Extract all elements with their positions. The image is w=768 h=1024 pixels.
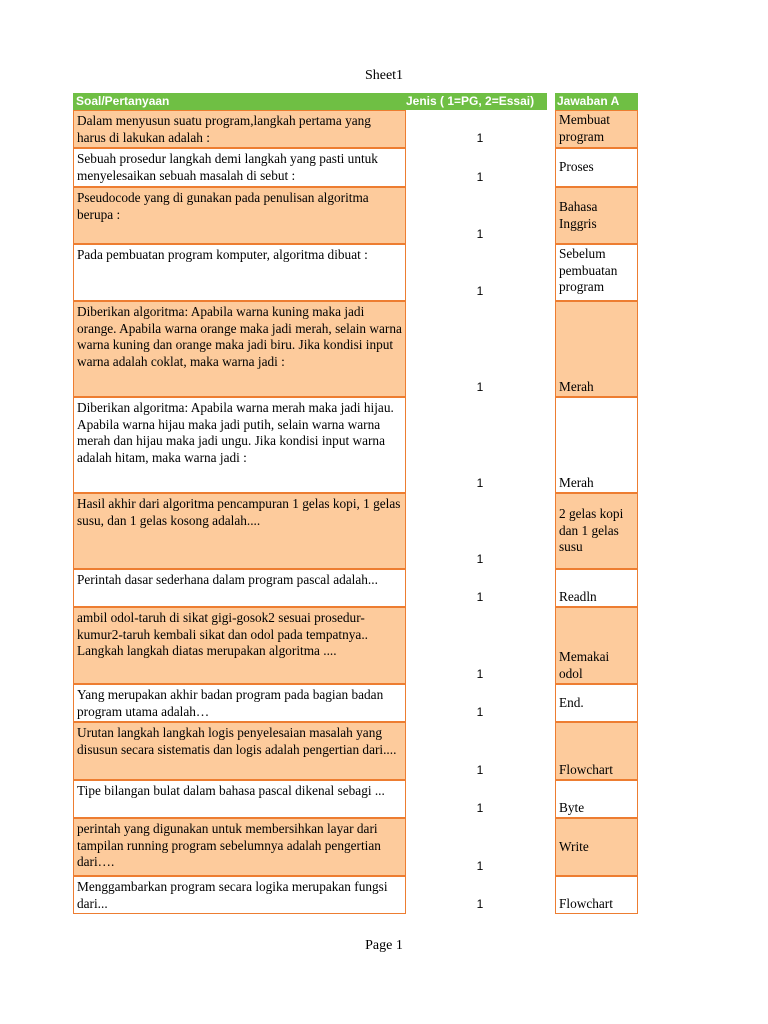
jenis-cell: 1 xyxy=(476,170,484,184)
table-row xyxy=(0,187,768,244)
table-row xyxy=(0,780,768,818)
question-cell: Hasil akhir dari algoritma pencampuran 1 gelas kopi, 1 gelas susu, dan 1 gelas kosong adalah.... xyxy=(73,493,406,569)
table-row xyxy=(0,301,768,397)
table-row xyxy=(0,397,768,493)
table-row xyxy=(0,110,768,148)
question-cell: Tipe bilangan bulat dalam bahasa pascal dikenal sebagi ... xyxy=(73,780,406,818)
header-soal: Soal/Pertanyaan xyxy=(76,94,170,108)
jenis-cell: 1 xyxy=(476,552,484,566)
table-row xyxy=(0,607,768,684)
header-jenis: Jenis ( 1=PG, 2=Essai) xyxy=(406,94,535,108)
answer-cell: Proses xyxy=(555,148,638,187)
table-row xyxy=(0,569,768,607)
table-row xyxy=(0,722,768,780)
header-jawaban: Jawaban A xyxy=(557,94,620,108)
answer-cell: Flowchart xyxy=(555,722,638,780)
question-cell: Pseudocode yang di gunakan pada penulisan algoritma berupa : xyxy=(73,187,406,244)
answer-cell: 2 gelas kopi dan 1 gelas susu xyxy=(555,493,638,569)
question-cell: Menggambarkan program secara logika merupakan fungsi dari... xyxy=(73,876,406,914)
jenis-cell: 1 xyxy=(476,476,484,490)
jenis-cell: 1 xyxy=(476,801,484,815)
table-row xyxy=(0,493,768,569)
jenis-cell: 1 xyxy=(476,590,484,604)
answer-cell: Flowchart xyxy=(555,876,638,914)
answer-cell: Readln xyxy=(555,569,638,607)
jenis-cell: 1 xyxy=(476,763,484,777)
jenis-cell: 1 xyxy=(476,227,484,241)
answer-cell: Merah xyxy=(555,397,638,493)
table-row xyxy=(0,818,768,876)
question-cell: Yang merupakan akhir badan program pada bagian badan program utama adalah… xyxy=(73,684,406,722)
answer-cell: Byte xyxy=(555,780,638,818)
answer-cell: Memakai odol xyxy=(555,607,638,684)
table-row xyxy=(0,148,768,187)
table-row xyxy=(0,684,768,722)
jenis-cell: 1 xyxy=(476,705,484,719)
page-number: Page 1 xyxy=(365,938,403,953)
header-gap xyxy=(547,93,555,110)
answer-cell: Membuat program xyxy=(555,110,638,148)
jenis-cell: 1 xyxy=(476,667,484,681)
question-cell: Dalam menyusun suatu program,langkah pertama yang harus di lakukan adalah : xyxy=(73,110,406,148)
question-cell: Urutan langkah langkah logis penyelesaian masalah yang disusun secara sistematis dan logis adalah pengertian dari.... xyxy=(73,722,406,780)
answer-cell: Bahasa Inggris xyxy=(555,187,638,244)
table-row xyxy=(0,244,768,301)
question-cell: Sebuah prosedur langkah demi langkah yang pasti untuk menyelesaikan sebuah masalah di sebut : xyxy=(73,148,406,187)
question-cell: ambil odol-taruh di sikat gigi-gosok2 sesuai prosedur-kumur2-taruh kembali sikat dan odol pada tempatnya.. Langkah langkah diatas merupakan algoritma .... xyxy=(73,607,406,684)
table-header xyxy=(73,93,638,110)
answer-cell: Write xyxy=(555,818,638,876)
jenis-cell: 1 xyxy=(476,284,484,298)
answer-cell: Sebelum pembuatan program xyxy=(555,244,638,301)
jenis-cell: 1 xyxy=(476,859,484,873)
answer-cell: End. xyxy=(555,684,638,722)
answer-cell: Merah xyxy=(555,301,638,397)
table-row xyxy=(0,876,768,914)
jenis-cell: 1 xyxy=(476,380,484,394)
sheet-title: Sheet1 xyxy=(364,68,404,83)
jenis-cell: 1 xyxy=(476,897,484,911)
jenis-cell: 1 xyxy=(476,131,484,145)
question-cell: Perintah dasar sederhana dalam program pascal adalah... xyxy=(73,569,406,607)
question-cell: Pada pembuatan program komputer, algoritma dibuat : xyxy=(73,244,406,301)
question-cell: Diberikan algoritma: Apabila warna merah maka jadi hijau. Apabila warna hijau maka jadi putih, selain warna warna merah dan hijau maka jadi ungu. Jika kondisi input warna adalah hitam, maka warna jadi : xyxy=(73,397,406,493)
question-cell: perintah yang digunakan untuk membersihkan layar dari tampilan running program sebelumnya adalah pengertian dari…. xyxy=(73,818,406,876)
question-cell: Diberikan algoritma: Apabila warna kuning maka jadi orange. Apabila warna orange maka jadi merah, selain warna warna kuning dan orange maka jadi biru. Jika kondisi input warna adalah coklat, maka warna jadi : xyxy=(73,301,406,397)
